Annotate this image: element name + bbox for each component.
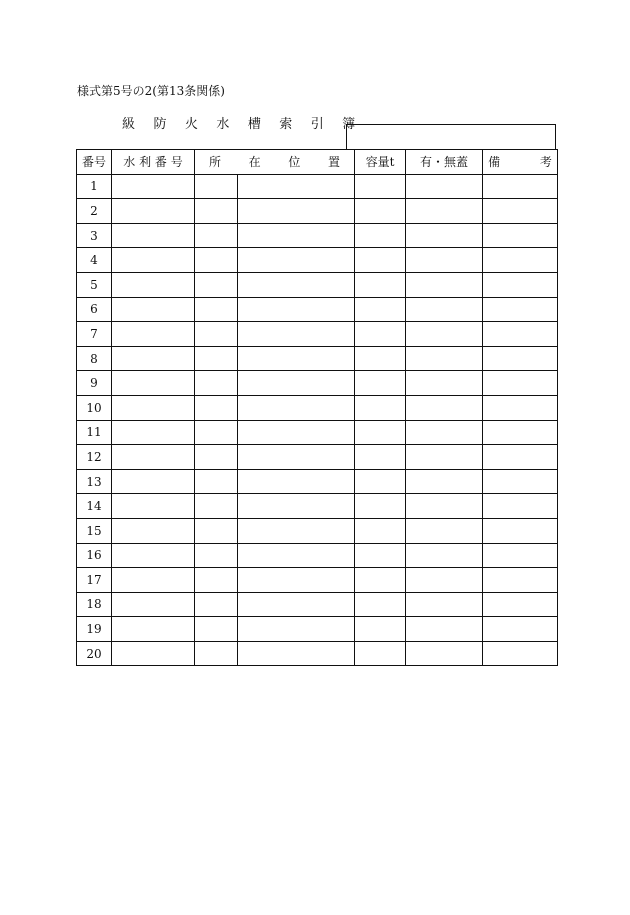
water-tank-index-table (76, 149, 558, 666)
capacity-cell[interactable] (355, 494, 406, 519)
title-char: 簿 (342, 117, 363, 132)
row-number: 18 (77, 592, 112, 617)
table-row (77, 174, 558, 199)
lid-cell[interactable] (406, 420, 483, 445)
location-cell[interactable] (238, 445, 355, 470)
capacity-cell[interactable] (355, 322, 406, 347)
remarks-cell[interactable] (483, 568, 558, 593)
water-id-cell[interactable] (112, 494, 195, 519)
location-code-cell[interactable] (195, 518, 238, 543)
lid-cell[interactable] (406, 223, 483, 248)
row-number: 6 (77, 297, 112, 322)
capacity-cell[interactable] (355, 543, 406, 568)
form-reference: 様式第5号の2(第13条関係) (77, 84, 225, 98)
title-char: 火 (184, 117, 206, 132)
lid-cell[interactable] (406, 322, 483, 347)
location-cell[interactable] (238, 272, 355, 297)
capacity-cell[interactable] (355, 199, 406, 224)
row-number: 5 (77, 272, 112, 297)
water-id-cell[interactable] (112, 223, 195, 248)
lid-cell[interactable] (406, 248, 483, 273)
location-code-cell[interactable] (195, 223, 238, 248)
capacity-cell[interactable] (355, 445, 406, 470)
row-number: 19 (77, 617, 112, 642)
row-number: 4 (77, 248, 112, 273)
location-code-cell[interactable] (195, 617, 238, 642)
table-row (77, 543, 558, 568)
location-cell[interactable] (238, 568, 355, 593)
row-number: 20 (77, 641, 112, 666)
capacity-cell[interactable] (355, 346, 406, 371)
lid-cell[interactable] (406, 469, 483, 494)
remarks-cell[interactable] (483, 174, 558, 199)
table-row (77, 297, 558, 322)
lid-cell[interactable] (406, 518, 483, 543)
header-location-char: 所 (208, 155, 221, 170)
location-code-cell[interactable] (195, 199, 238, 224)
table-row (77, 346, 558, 371)
water-id-cell[interactable] (112, 174, 195, 199)
table-row (77, 641, 558, 666)
location-cell[interactable] (238, 395, 355, 420)
location-cell[interactable] (238, 199, 355, 224)
title-char: 級 (122, 117, 143, 132)
header-location-char: 置 (328, 155, 341, 170)
remarks-cell[interactable] (483, 346, 558, 371)
table-row (77, 248, 558, 273)
lid-cell[interactable] (406, 395, 483, 420)
location-code-cell[interactable] (195, 297, 238, 322)
table-row (77, 395, 558, 420)
location-cell[interactable] (238, 248, 355, 273)
remarks-cell[interactable] (483, 420, 558, 445)
water-id-cell[interactable] (112, 568, 195, 593)
table-row (77, 420, 558, 445)
header-number: 番号 (77, 150, 112, 175)
remarks-cell[interactable] (483, 371, 558, 396)
lid-cell[interactable] (406, 297, 483, 322)
table-row (77, 322, 558, 347)
row-number: 12 (77, 445, 112, 470)
lid-cell[interactable] (406, 272, 483, 297)
location-code-cell[interactable] (195, 322, 238, 347)
location-cell[interactable] (238, 322, 355, 347)
location-code-cell[interactable] (195, 641, 238, 666)
remarks-cell[interactable] (483, 272, 558, 297)
lid-cell[interactable] (406, 543, 483, 568)
table-row (77, 568, 558, 593)
header-location-char: 位 (288, 155, 301, 170)
remarks-cell[interactable] (483, 469, 558, 494)
location-cell[interactable] (238, 346, 355, 371)
remarks-cell[interactable] (483, 641, 558, 666)
water-id-cell[interactable] (112, 297, 195, 322)
location-code-cell[interactable] (195, 248, 238, 273)
capacity-cell[interactable] (355, 395, 406, 420)
table-row (77, 199, 558, 224)
capacity-cell[interactable] (355, 223, 406, 248)
row-number: 7 (77, 322, 112, 347)
title-char: 引 (310, 117, 331, 132)
row-number: 2 (77, 199, 112, 224)
location-code-cell[interactable] (195, 568, 238, 593)
table-row (77, 494, 558, 519)
row-number: 9 (77, 371, 112, 396)
title-char: 防 (153, 117, 174, 132)
lid-cell[interactable] (406, 199, 483, 224)
remarks-cell[interactable] (483, 199, 558, 224)
water-id-cell[interactable] (112, 641, 195, 666)
location-cell[interactable] (238, 617, 355, 642)
location-code-cell[interactable] (195, 543, 238, 568)
row-number: 8 (77, 346, 112, 371)
table-row (77, 371, 558, 396)
location-cell[interactable] (238, 592, 355, 617)
location-code-cell[interactable] (195, 272, 238, 297)
header-water-id: 水 利 番 号 (112, 150, 195, 175)
row-number: 3 (77, 223, 112, 248)
location-cell[interactable] (238, 223, 355, 248)
water-id-cell[interactable] (112, 543, 195, 568)
water-id-cell[interactable] (112, 248, 195, 273)
location-cell[interactable] (238, 469, 355, 494)
water-id-cell[interactable] (112, 518, 195, 543)
row-number: 13 (77, 469, 112, 494)
capacity-cell[interactable] (355, 272, 406, 297)
location-cell[interactable] (238, 641, 355, 666)
location-code-cell[interactable] (195, 494, 238, 519)
table-row (77, 518, 558, 543)
table-row (77, 592, 558, 617)
remarks-cell[interactable] (483, 494, 558, 519)
location-code-cell[interactable] (195, 395, 238, 420)
water-id-cell[interactable] (112, 346, 195, 371)
location-cell[interactable] (238, 420, 355, 445)
title-char: 索 (279, 117, 300, 132)
row-number: 17 (77, 568, 112, 593)
table-row (77, 469, 558, 494)
row-number: 11 (77, 420, 112, 445)
water-id-cell[interactable] (112, 617, 195, 642)
location-cell[interactable] (238, 543, 355, 568)
lid-cell[interactable] (406, 641, 483, 666)
location-cell[interactable] (238, 518, 355, 543)
location-cell[interactable] (238, 371, 355, 396)
water-id-cell[interactable] (112, 445, 195, 470)
location-cell[interactable] (238, 297, 355, 322)
capacity-cell[interactable] (355, 568, 406, 593)
location-code-cell[interactable] (195, 469, 238, 494)
header-row (77, 150, 558, 175)
capacity-cell[interactable] (355, 518, 406, 543)
lid-cell[interactable] (406, 494, 483, 519)
header-location-char: 在 (248, 155, 261, 170)
table-row (77, 272, 558, 297)
table-row (77, 617, 558, 642)
capacity-cell[interactable] (355, 297, 406, 322)
lid-cell[interactable] (406, 592, 483, 617)
header-remarks-char: 考 (539, 155, 552, 170)
row-number: 16 (77, 543, 112, 568)
location-cell[interactable] (238, 174, 355, 199)
water-id-cell[interactable] (112, 420, 195, 445)
title-char: 水 (216, 117, 237, 132)
lid-cell[interactable] (406, 346, 483, 371)
water-id-cell[interactable] (112, 322, 195, 347)
water-id-cell[interactable] (112, 371, 195, 396)
remarks-cell[interactable] (483, 543, 558, 568)
water-id-cell[interactable] (112, 469, 195, 494)
remarks-cell[interactable] (483, 617, 558, 642)
remarks-cell[interactable] (483, 223, 558, 248)
row-number: 1 (77, 174, 112, 199)
water-id-cell[interactable] (112, 395, 195, 420)
header-lid: 有・無蓋 (406, 150, 483, 175)
table-row (77, 445, 558, 470)
remarks-cell[interactable] (483, 248, 558, 273)
location-code-cell[interactable] (195, 445, 238, 470)
header-remarks (483, 150, 558, 175)
water-id-cell[interactable] (112, 272, 195, 297)
table-row (77, 223, 558, 248)
document-title (122, 117, 362, 133)
remarks-cell[interactable] (483, 322, 558, 347)
lid-cell[interactable] (406, 568, 483, 593)
capacity-cell[interactable] (355, 641, 406, 666)
capacity-cell[interactable] (355, 420, 406, 445)
remarks-cell[interactable] (483, 592, 558, 617)
remarks-cell[interactable] (483, 518, 558, 543)
lid-cell[interactable] (406, 445, 483, 470)
remarks-cell[interactable] (483, 395, 558, 420)
remarks-cell[interactable] (483, 297, 558, 322)
location-code-cell[interactable] (195, 346, 238, 371)
title-box (346, 124, 556, 149)
header-remarks-char: 備 (488, 155, 501, 170)
lid-cell[interactable] (406, 617, 483, 642)
row-number: 10 (77, 395, 112, 420)
row-number: 15 (77, 518, 112, 543)
capacity-cell[interactable] (355, 174, 406, 199)
title-char: 槽 (247, 117, 268, 132)
header-capacity: 容量t (355, 150, 406, 175)
row-number: 14 (77, 494, 112, 519)
lid-cell[interactable] (406, 174, 483, 199)
header-location (195, 150, 355, 175)
capacity-cell[interactable] (355, 469, 406, 494)
lid-cell[interactable] (406, 371, 483, 396)
capacity-cell[interactable] (355, 248, 406, 273)
remarks-cell[interactable] (483, 445, 558, 470)
location-code-cell[interactable] (195, 592, 238, 617)
location-code-cell[interactable] (195, 174, 238, 199)
location-cell[interactable] (238, 494, 355, 519)
water-id-cell[interactable] (112, 199, 195, 224)
water-id-cell[interactable] (112, 592, 195, 617)
capacity-cell[interactable] (355, 592, 406, 617)
capacity-cell[interactable] (355, 617, 406, 642)
capacity-cell[interactable] (355, 371, 406, 396)
location-code-cell[interactable] (195, 371, 238, 396)
location-code-cell[interactable] (195, 420, 238, 445)
